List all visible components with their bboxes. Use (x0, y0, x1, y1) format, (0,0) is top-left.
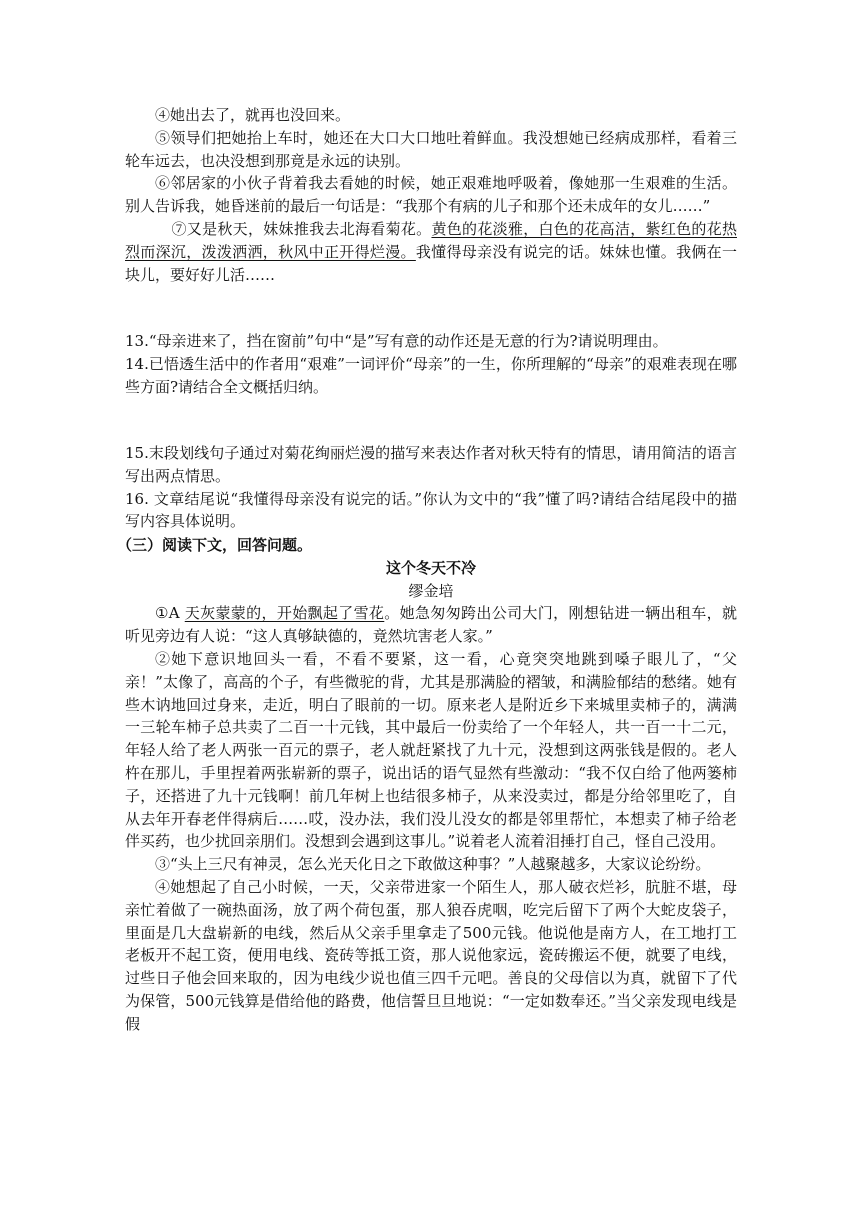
paragraph-7-underlined-sentence: 黄色的花淡雅，白色的花高洁，紫红色的花热烈而深沉，泼泼洒洒，秋风中正开得烂漫。 (125, 219, 737, 261)
question-15: 15.末段划线句子通过对菊花绚丽烂漫的描写来表达作者对秋天特有的情思，请用简洁的语言写出两点情思。 (125, 444, 737, 485)
article-paragraph-2: ②她下意识地回头一看，不看不要紧，这一看，心竟突突地跳到嗓子眼儿了，“父亲！”太像了，高高的个子，有些微驼的背，尤其是那满脸的褶皱，和满脸郁结的愁绪。她有些木讷地回过身来，走近，明白了眼前的一切。原来老人是附近乡下来城里卖柿子的，满满一三轮车柿子总共卖了二百一十元钱，其中最后一份卖给了一个年轻人，共一百一十二元，年轻人给了老人两张一百元的票子，老人就赶紧找了九十元，没想到这两张钱是假的。老人杵在那儿，手里捏着两张崭新的票子，说出话的语气显然有些激动：“我不仅白给了他两篓柿子，还搭进了九十元钱啊！前几年树上也结很多柿子，从来没卖过，都是分给邻里吃了，自从去年开春老伴得病后……哎，没办法，我们没儿没女的都是邻里帮忙，本想卖了柿子给老伴买药，也少扰回亲朋们。没想到会遇到这事儿。”说着老人流着泪捶打自己，怪自己没用。 (125, 649, 737, 851)
paragraph-7 (125, 218, 737, 286)
article-paragraph-3: ③“头上三尺有神灵，怎么光天化日之下敢做这种事？”人越聚越多，大家议论纷纷。 (155, 855, 711, 874)
paragraph-7-ending: 我懂得母亲没有说完的话。妹妹也懂。我俩在一块儿，要好好儿活…… (125, 242, 737, 284)
paragraph-1-lead: ①A (155, 604, 185, 623)
section-heading: （三）阅读下文，回答问题。 (117, 536, 313, 554)
passage-part-three (117, 534, 737, 1036)
passage-part-one (125, 104, 737, 286)
paragraph-7-lead: ⑦又是秋天，妹妹推我去北海看菊花。 (171, 219, 432, 238)
question-13: 13.“母亲进来了，挡在窗前”句中“是”写有意的动作还是无意的行为?请说明理由。 (125, 332, 668, 350)
paragraph-1-underlined-sentence: 天灰蒙蒙的，开始飘起了雪花 (184, 604, 385, 623)
questions-13-14 (125, 330, 737, 398)
paragraph-4: ④她出去了，就再也没回来。 (155, 106, 351, 124)
article-author: 缪金培 (408, 581, 454, 600)
question-14: 14.已悟透生活中的作者用“艰难”一词评价“母亲”的一生，你所理解的“母亲”的艰难表现在哪些方面?请结合全文概括归纳。 (125, 354, 737, 396)
article-paragraph-4: ④她想起了自己小时候，一天，父亲带进家一个陌生人，那人破衣烂衫，肮脏不堪，母亲忙着做了一碗热面汤，放了两个荷包蛋，那人狼吞虎咽，吃完后留下了两个大蛇皮袋子，里面是几大盘崭新的电线，然后从父亲手里拿走了500元钱。他说他是南方人，在工地打工老板开不起工资，便用电线、瓷砖等抵工资，那人说他家远，瓷砖搬运不便，就要了电线，过些日子他会回来取的，因为电线少说也值三四千元吧。善良的父母信以为真，就留下了代为保管，500元钱算是借给他的路费，他信誓旦旦地说：“一定如数奉还。”当父亲发现电线是假 (125, 877, 737, 1033)
paragraph-6: ⑥邻居家的小伙子背着我去看她的时候，她正艰难地呼吸着，像她那一生艰难的生活。别人告诉我，她昏迷前的最后一句话是：“我那个有病的儿子和那个还未成年的女儿……” (125, 174, 737, 216)
paragraph-5: ⑤领导们把她抬上车时，她还在大口大口地吐着鲜血。我没想她已经病成那样，看着三轮车远去，也决没想到那竟是永远的诀别。 (125, 128, 737, 170)
question-16: 16. 文章结尾说“我懂得母亲没有说完的话。”你认为文中的“我”懂了吗?请结合结尾段中的描写内容具体说明。 (125, 489, 737, 531)
article-paragraph-1 (125, 602, 737, 648)
questions-15-16 (125, 442, 737, 533)
paragraph-1-rest: 。她急匆匆跨出公司大门，刚想钻进一辆出租车，就听见旁边有人说：“这人真够缺德的，竟然坑害老人家。” (125, 604, 737, 646)
article-title: 这个冬天不冷 (385, 558, 476, 577)
